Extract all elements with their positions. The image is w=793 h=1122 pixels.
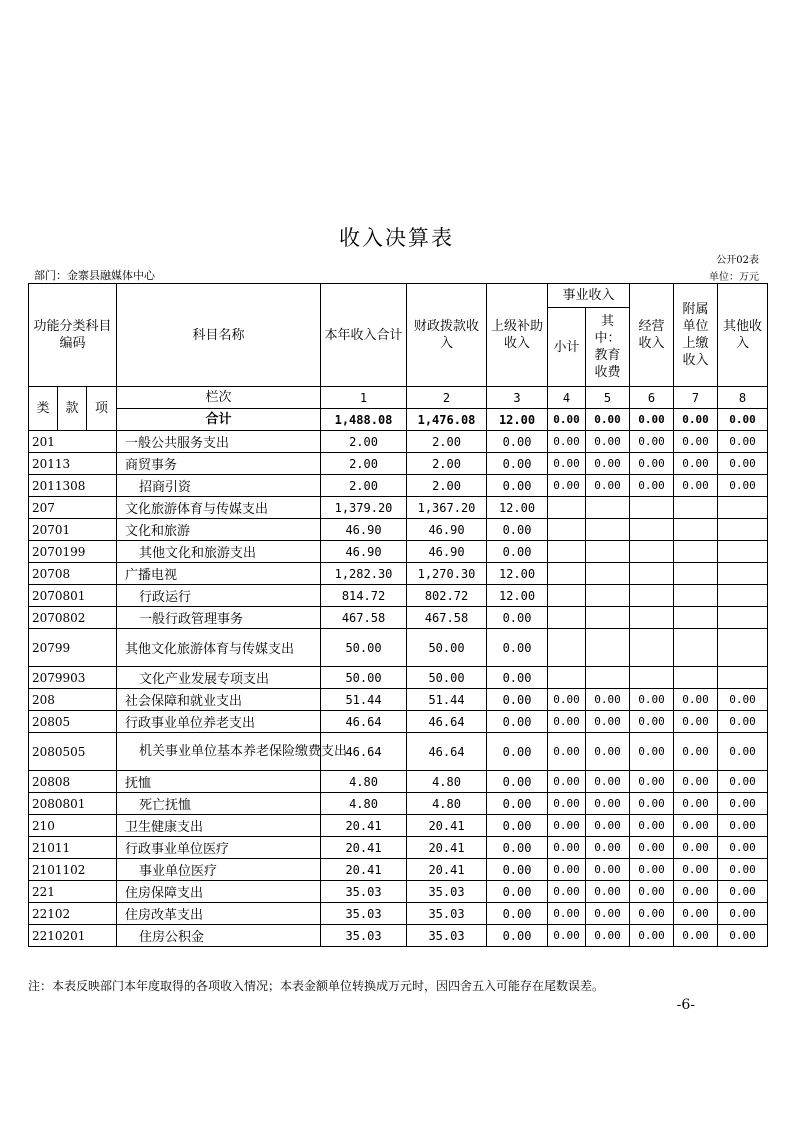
row-value: 2.00 [407, 431, 487, 453]
row-value: 35.03 [407, 881, 487, 903]
row-value [586, 519, 630, 541]
row-value: 2.00 [321, 475, 407, 497]
row-value: 0.00 [548, 925, 586, 947]
row-value: 0.00 [630, 689, 674, 711]
row-name: 文化产业发展专项支出 [117, 667, 321, 689]
row-value: 12.00 [487, 563, 548, 585]
row-value: 0.00 [718, 793, 768, 815]
row-value: 50.00 [321, 667, 407, 689]
row-name: 住房保障支出 [117, 881, 321, 903]
row-name: 行政事业单位医疗 [117, 837, 321, 859]
row-value: 0.00 [674, 903, 718, 925]
row-value: 0.00 [630, 859, 674, 881]
row-value: 0.00 [674, 475, 718, 497]
row-value: 2.00 [321, 431, 407, 453]
row-value: 20.41 [407, 815, 487, 837]
row-value: 0.00 [674, 771, 718, 793]
row-value: 46.90 [321, 541, 407, 563]
row-value: 467.58 [321, 607, 407, 629]
row-value: 0.00 [718, 733, 768, 771]
row-value: 1,379.20 [321, 497, 407, 519]
row-value [674, 585, 718, 607]
row-value: 0.00 [548, 733, 586, 771]
income-table [28, 283, 768, 947]
row-code: 207 [29, 497, 117, 519]
row-value [586, 585, 630, 607]
row-value: 2.00 [407, 475, 487, 497]
row-value [548, 629, 586, 667]
row-value [718, 519, 768, 541]
row-value: 0.00 [674, 689, 718, 711]
row-value [718, 563, 768, 585]
row-value [548, 607, 586, 629]
row-value [630, 497, 674, 519]
row-value [548, 519, 586, 541]
row-value [548, 497, 586, 519]
form-code: 公开02表 [716, 255, 759, 266]
row-value: 0.00 [586, 689, 630, 711]
row-value [630, 541, 674, 563]
table-row [29, 497, 768, 519]
row-name: 抚恤 [117, 771, 321, 793]
table-row [29, 607, 768, 629]
row-code: 208 [29, 689, 117, 711]
row-value: 0.00 [548, 837, 586, 859]
row-value: 0.00 [487, 837, 548, 859]
table-row [29, 431, 768, 453]
row-value: 0.00 [718, 453, 768, 475]
row-value: 0.00 [548, 711, 586, 733]
row-value: 0.00 [630, 903, 674, 925]
row-value [586, 541, 630, 563]
row-value: 0.00 [630, 733, 674, 771]
row-value: 50.00 [407, 667, 487, 689]
row-value: 12.00 [487, 497, 548, 519]
row-code: 2070801 [29, 585, 117, 607]
row-value [586, 563, 630, 585]
header-kuan: 款 [58, 387, 87, 431]
department-label: 部门：金寨县融媒体中心 [34, 269, 155, 282]
row-code: 20113 [29, 453, 117, 475]
row-code: 20708 [29, 563, 117, 585]
table-row [29, 925, 768, 947]
row-value: 0.00 [630, 453, 674, 475]
row-value: 2.00 [321, 453, 407, 475]
row-code: 2011308 [29, 475, 117, 497]
row-value: 0.00 [718, 771, 768, 793]
table-row [29, 563, 768, 585]
table-row [29, 815, 768, 837]
table-row [29, 859, 768, 881]
row-value [674, 629, 718, 667]
row-value [674, 563, 718, 585]
row-value: 0.00 [487, 667, 548, 689]
row-value: 0.00 [718, 815, 768, 837]
row-value: 0.00 [630, 475, 674, 497]
row-value: 0.00 [548, 453, 586, 475]
row-value: 0.00 [487, 815, 548, 837]
row-value: 0.00 [548, 903, 586, 925]
table-row [29, 453, 768, 475]
table-row [29, 629, 768, 667]
row-value: 0.00 [548, 689, 586, 711]
row-value [674, 519, 718, 541]
page-title: 收入决算表 [339, 226, 454, 250]
row-value: 0.00 [548, 815, 586, 837]
row-value: 0.00 [586, 711, 630, 733]
header-affiliated: 附属单位上缴收入 [674, 284, 718, 387]
row-value: 0.00 [630, 771, 674, 793]
row-value: 0.00 [718, 837, 768, 859]
row-value: 0.00 [586, 733, 630, 771]
total-value: 1,488.08 [321, 409, 407, 431]
row-name: 社会保障和就业支出 [117, 689, 321, 711]
row-value: 4.80 [407, 771, 487, 793]
row-value: 0.00 [718, 925, 768, 947]
row-value: 0.00 [586, 903, 630, 925]
table-row [29, 711, 768, 733]
row-value: 467.58 [407, 607, 487, 629]
row-value: 0.00 [630, 431, 674, 453]
col-num: 8 [718, 387, 768, 409]
row-value: 0.00 [674, 431, 718, 453]
row-value: 0.00 [487, 771, 548, 793]
row-value [548, 563, 586, 585]
table-row [29, 903, 768, 925]
row-value: 0.00 [630, 711, 674, 733]
row-value: 35.03 [321, 903, 407, 925]
row-name: 机关事业单位基本养老保险缴费支出 [117, 733, 321, 771]
row-value: 0.00 [630, 881, 674, 903]
total-value: 0.00 [548, 409, 586, 431]
row-value: 20.41 [407, 837, 487, 859]
row-value: 0.00 [718, 711, 768, 733]
row-name: 行政运行 [117, 585, 321, 607]
row-value [630, 585, 674, 607]
row-value: 1,282.30 [321, 563, 407, 585]
row-value: 35.03 [321, 925, 407, 947]
row-value: 0.00 [487, 903, 548, 925]
row-value: 0.00 [548, 431, 586, 453]
table-row [29, 585, 768, 607]
row-value: 46.90 [407, 541, 487, 563]
row-value: 0.00 [630, 815, 674, 837]
row-value: 20.41 [321, 837, 407, 859]
row-value: 0.00 [586, 837, 630, 859]
header-func-code: 功能分类科目编码 [29, 284, 117, 387]
row-value [548, 667, 586, 689]
row-value [718, 629, 768, 667]
row-code: 201 [29, 431, 117, 453]
total-value: 0.00 [586, 409, 630, 431]
row-value: 4.80 [407, 793, 487, 815]
row-value: 0.00 [674, 859, 718, 881]
row-value: 35.03 [407, 925, 487, 947]
row-value [586, 667, 630, 689]
row-value: 0.00 [586, 453, 630, 475]
row-name: 卫生健康支出 [117, 815, 321, 837]
col-num: 2 [407, 387, 487, 409]
row-value: 0.00 [674, 837, 718, 859]
row-value: 20.41 [321, 815, 407, 837]
row-value [718, 497, 768, 519]
table-row [29, 881, 768, 903]
col-num: 3 [487, 387, 548, 409]
row-name: 文化旅游体育与传媒支出 [117, 497, 321, 519]
row-value [630, 563, 674, 585]
row-value: 50.00 [407, 629, 487, 667]
total-value: 0.00 [674, 409, 718, 431]
col-num: 6 [630, 387, 674, 409]
row-value [674, 497, 718, 519]
row-value [630, 607, 674, 629]
row-value: 0.00 [548, 771, 586, 793]
table-row [29, 733, 768, 771]
row-value: 0.00 [630, 925, 674, 947]
row-value: 0.00 [487, 711, 548, 733]
row-value [674, 667, 718, 689]
row-value [718, 541, 768, 563]
row-value: 0.00 [718, 859, 768, 881]
row-value: 12.00 [487, 585, 548, 607]
row-value: 4.80 [321, 771, 407, 793]
col-num: 5 [586, 387, 630, 409]
row-value [630, 667, 674, 689]
total-value: 0.00 [630, 409, 674, 431]
row-code: 20805 [29, 711, 117, 733]
row-value [548, 585, 586, 607]
row-code: 221 [29, 881, 117, 903]
row-value: 0.00 [487, 881, 548, 903]
row-value [674, 541, 718, 563]
row-value: 0.00 [674, 711, 718, 733]
header-other: 其他收入 [718, 284, 768, 387]
row-value: 0.00 [630, 793, 674, 815]
col-num: 1 [321, 387, 407, 409]
row-name: 商贸事务 [117, 453, 321, 475]
row-value: 0.00 [487, 689, 548, 711]
row-value: 0.00 [548, 475, 586, 497]
row-code: 2070199 [29, 541, 117, 563]
row-name: 文化和旅游 [117, 519, 321, 541]
table-row [29, 771, 768, 793]
row-value [718, 585, 768, 607]
table-row [29, 793, 768, 815]
row-name: 一般行政管理事务 [117, 607, 321, 629]
row-value: 46.90 [321, 519, 407, 541]
row-value: 0.00 [487, 793, 548, 815]
row-value: 20.41 [321, 859, 407, 881]
row-value: 0.00 [487, 629, 548, 667]
total-value: 1,476.08 [407, 409, 487, 431]
row-value: 0.00 [718, 431, 768, 453]
row-name: 其他文化和旅游支出 [117, 541, 321, 563]
row-value: 2.00 [407, 453, 487, 475]
page-number: -6- [676, 997, 695, 1013]
row-value: 0.00 [674, 793, 718, 815]
row-value: 1,270.30 [407, 563, 487, 585]
table-row [29, 689, 768, 711]
total-label: 合计 [117, 409, 321, 431]
header-superior: 上级补助收入 [487, 284, 548, 387]
row-value: 0.00 [548, 881, 586, 903]
row-name: 死亡抚恤 [117, 793, 321, 815]
table-row [29, 667, 768, 689]
header-business: 事业收入 [548, 284, 630, 308]
row-value: 0.00 [586, 475, 630, 497]
row-value: 0.00 [674, 453, 718, 475]
row-value: 0.00 [586, 815, 630, 837]
footnote: 注：本表反映部门本年度取得的各项收入情况；本表金额单位转换成万元时，因四舍五入可能存在尾数误差。 [28, 979, 605, 993]
row-value [674, 607, 718, 629]
row-name: 其他文化旅游体育与传媒支出 [117, 629, 321, 667]
row-value: 46.64 [407, 711, 487, 733]
row-value [586, 607, 630, 629]
unit-label: 单位：万元 [709, 272, 759, 283]
row-value: 0.00 [586, 771, 630, 793]
row-value: 46.64 [321, 733, 407, 771]
header-total-income: 本年收入合计 [321, 284, 407, 387]
row-code: 2101102 [29, 859, 117, 881]
row-value: 802.72 [407, 585, 487, 607]
row-code: 20701 [29, 519, 117, 541]
row-code: 2080801 [29, 793, 117, 815]
col-num: 7 [674, 387, 718, 409]
row-value: 0.00 [487, 541, 548, 563]
row-code: 22102 [29, 903, 117, 925]
row-value [718, 667, 768, 689]
header-subject-name: 科目名称 [117, 284, 321, 387]
col-num: 4 [548, 387, 586, 409]
row-value: 0.00 [487, 431, 548, 453]
row-value: 35.03 [321, 881, 407, 903]
row-code: 210 [29, 815, 117, 837]
row-value: 0.00 [487, 733, 548, 771]
row-name: 广播电视 [117, 563, 321, 585]
row-value: 0.00 [487, 607, 548, 629]
row-value: 46.90 [407, 519, 487, 541]
row-value: 0.00 [586, 881, 630, 903]
row-value: 0.00 [586, 925, 630, 947]
row-code: 20799 [29, 629, 117, 667]
row-name: 住房公积金 [117, 925, 321, 947]
header-business-subtotal: 小计 [548, 308, 586, 387]
total-value: 12.00 [487, 409, 548, 431]
row-code: 2210201 [29, 925, 117, 947]
row-value: 0.00 [718, 475, 768, 497]
header-xiang: 项 [87, 387, 117, 431]
row-code: 20808 [29, 771, 117, 793]
row-value: 46.64 [407, 733, 487, 771]
row-value [548, 541, 586, 563]
row-name: 招商引资 [117, 475, 321, 497]
row-value [630, 629, 674, 667]
row-code: 2080505 [29, 733, 117, 771]
table-row [29, 519, 768, 541]
row-code: 2079903 [29, 667, 117, 689]
row-value: 814.72 [321, 585, 407, 607]
row-value: 0.00 [674, 815, 718, 837]
row-value: 20.41 [407, 859, 487, 881]
row-name: 住房改革支出 [117, 903, 321, 925]
total-value: 0.00 [718, 409, 768, 431]
row-value: 35.03 [407, 903, 487, 925]
row-value [586, 497, 630, 519]
row-value: 51.44 [321, 689, 407, 711]
row-value [586, 629, 630, 667]
row-value: 0.00 [586, 793, 630, 815]
row-value: 0.00 [487, 859, 548, 881]
row-value: 0.00 [548, 859, 586, 881]
row-value: 0.00 [487, 475, 548, 497]
row-value: 1,367.20 [407, 497, 487, 519]
row-name: 事业单位医疗 [117, 859, 321, 881]
row-value: 0.00 [718, 881, 768, 903]
header-fiscal: 财政拨款收入 [407, 284, 487, 387]
row-value: 0.00 [674, 881, 718, 903]
header-lanci: 栏次 [117, 387, 321, 409]
row-value [630, 519, 674, 541]
row-value: 0.00 [674, 733, 718, 771]
row-name: 一般公共服务支出 [117, 431, 321, 453]
row-code: 21011 [29, 837, 117, 859]
row-value: 4.80 [321, 793, 407, 815]
row-value: 0.00 [548, 793, 586, 815]
row-name: 行政事业单位养老支出 [117, 711, 321, 733]
row-value: 0.00 [674, 925, 718, 947]
row-value: 0.00 [718, 903, 768, 925]
header-lei: 类 [29, 387, 58, 431]
row-value: 0.00 [586, 431, 630, 453]
row-value: 50.00 [321, 629, 407, 667]
row-value: 46.64 [321, 711, 407, 733]
table-row [29, 541, 768, 563]
row-value: 0.00 [487, 925, 548, 947]
row-value: 0.00 [487, 453, 548, 475]
row-value: 51.44 [407, 689, 487, 711]
row-value: 0.00 [718, 689, 768, 711]
row-value: 0.00 [487, 519, 548, 541]
row-value: 0.00 [630, 837, 674, 859]
header-business-edu: 其中：教育收费 [586, 308, 630, 387]
table-row [29, 475, 768, 497]
row-code: 2070802 [29, 607, 117, 629]
row-value: 0.00 [586, 859, 630, 881]
table-row [29, 837, 768, 859]
header-operating: 经营收入 [630, 284, 674, 387]
row-value [718, 607, 768, 629]
